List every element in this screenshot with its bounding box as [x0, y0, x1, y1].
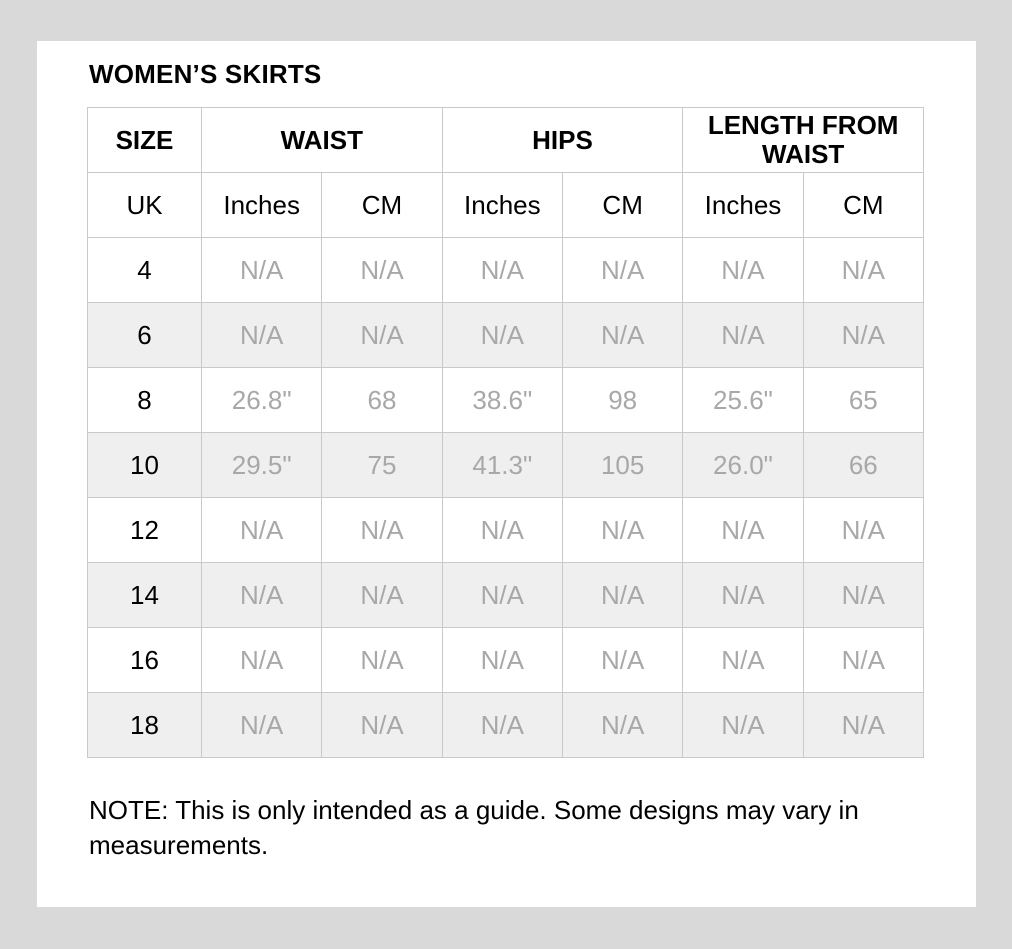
length-inches-cell: N/A — [683, 693, 803, 758]
length-inches-cell: N/A — [683, 563, 803, 628]
waist-inches-cell: N/A — [202, 498, 322, 563]
hips-cm-cell: N/A — [562, 498, 682, 563]
waist-cm-cell: N/A — [322, 563, 442, 628]
length-inches-cell: 26.0" — [683, 433, 803, 498]
length-inches-cell: N/A — [683, 238, 803, 303]
hips-inches-cell: N/A — [442, 693, 562, 758]
length-cm-cell: N/A — [803, 303, 923, 368]
subheader-uk: UK — [88, 173, 202, 238]
waist-cm-cell: N/A — [322, 238, 442, 303]
length-cm-cell: N/A — [803, 628, 923, 693]
size-chart-table — [87, 107, 924, 758]
size-cell: 12 — [88, 498, 202, 563]
size-cell: 16 — [88, 628, 202, 693]
size-cell: 18 — [88, 693, 202, 758]
header-waist: WAIST — [202, 108, 443, 173]
hips-cm-cell: N/A — [562, 563, 682, 628]
waist-cm-cell: N/A — [322, 693, 442, 758]
table-header-row — [88, 108, 924, 173]
size-cell: 14 — [88, 563, 202, 628]
waist-cm-cell: 75 — [322, 433, 442, 498]
length-cm-cell: N/A — [803, 693, 923, 758]
subheader-waist-inches: Inches — [202, 173, 322, 238]
table-row — [88, 433, 924, 498]
table-row — [88, 563, 924, 628]
waist-inches-cell: 29.5" — [202, 433, 322, 498]
table-row — [88, 303, 924, 368]
hips-inches-cell: N/A — [442, 498, 562, 563]
length-cm-cell: N/A — [803, 238, 923, 303]
page-title: WOMEN’S SKIRTS — [89, 59, 322, 89]
length-cm-cell: 65 — [803, 368, 923, 433]
guide-note: NOTE: This is only intended as a guide. Some designs may vary in measurements. — [89, 795, 859, 860]
length-inches-cell: 25.6" — [683, 368, 803, 433]
subheader-length-cm: CM — [803, 173, 923, 238]
table-row — [88, 238, 924, 303]
subheader-hips-cm: CM — [562, 173, 682, 238]
waist-inches-cell: 26.8" — [202, 368, 322, 433]
hips-inches-cell: N/A — [442, 238, 562, 303]
size-cell: 8 — [88, 368, 202, 433]
subheader-hips-inches: Inches — [442, 173, 562, 238]
size-cell: 6 — [88, 303, 202, 368]
waist-cm-cell: N/A — [322, 303, 442, 368]
length-cm-cell: N/A — [803, 563, 923, 628]
header-hips: HIPS — [442, 108, 683, 173]
waist-cm-cell: N/A — [322, 628, 442, 693]
hips-inches-cell: N/A — [442, 563, 562, 628]
hips-cm-cell: N/A — [562, 693, 682, 758]
hips-cm-cell: N/A — [562, 628, 682, 693]
table-row — [88, 628, 924, 693]
table-row — [88, 368, 924, 433]
waist-inches-cell: N/A — [202, 563, 322, 628]
hips-inches-cell: N/A — [442, 303, 562, 368]
hips-inches-cell: 38.6" — [442, 368, 562, 433]
waist-cm-cell: 68 — [322, 368, 442, 433]
subheader-length-inches: Inches — [683, 173, 803, 238]
hips-cm-cell: 98 — [562, 368, 682, 433]
size-cell: 4 — [88, 238, 202, 303]
waist-inches-cell: N/A — [202, 238, 322, 303]
waist-inches-cell: N/A — [202, 303, 322, 368]
table-row — [88, 498, 924, 563]
length-inches-cell: N/A — [683, 498, 803, 563]
table-row — [88, 693, 924, 758]
length-inches-cell: N/A — [683, 303, 803, 368]
header-length-from-waist: LENGTH FROM WAIST — [683, 108, 924, 173]
length-cm-cell: 66 — [803, 433, 923, 498]
hips-cm-cell: N/A — [562, 238, 682, 303]
length-inches-cell: N/A — [683, 628, 803, 693]
header-size: SIZE — [88, 108, 202, 173]
subheader-waist-cm: CM — [322, 173, 442, 238]
waist-inches-cell: N/A — [202, 628, 322, 693]
waist-inches-cell: N/A — [202, 693, 322, 758]
hips-inches-cell: N/A — [442, 628, 562, 693]
table-subheader-row — [88, 173, 924, 238]
size-cell: 10 — [88, 433, 202, 498]
size-guide-card — [37, 41, 976, 907]
length-cm-cell: N/A — [803, 498, 923, 563]
waist-cm-cell: N/A — [322, 498, 442, 563]
hips-cm-cell: 105 — [562, 433, 682, 498]
hips-inches-cell: 41.3" — [442, 433, 562, 498]
hips-cm-cell: N/A — [562, 303, 682, 368]
